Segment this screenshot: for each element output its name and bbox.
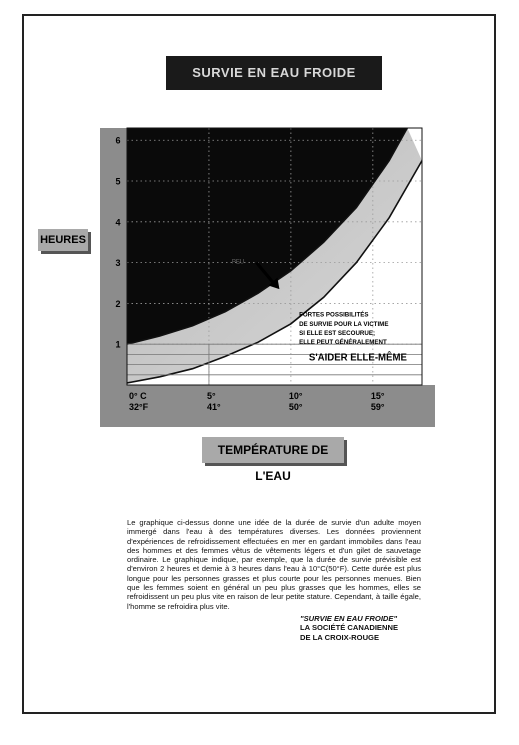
faint-label: PEU bbox=[231, 259, 245, 266]
y-tick-label: 5 bbox=[115, 176, 121, 187]
annotation-line: FORTES POSSIBILITÉS bbox=[299, 311, 369, 319]
x-tick-label-fahrenheit: 59° bbox=[370, 402, 385, 412]
x-tick-label-fahrenheit: 50° bbox=[288, 402, 303, 412]
self-help-callout: S'AIDER ELLE-MÊME bbox=[308, 352, 411, 364]
y-tick-label: 6 bbox=[115, 135, 121, 146]
x-tick-label-fahrenheit: 32°F bbox=[129, 402, 149, 412]
y-axis-strip bbox=[100, 128, 127, 385]
x-tick-label-celsius: 15° bbox=[370, 391, 385, 401]
x-tick-label-celsius: 10° bbox=[288, 391, 303, 401]
y-axis-label: HEURES bbox=[38, 229, 88, 251]
source-credit bbox=[300, 614, 420, 642]
y-tick-label: 2 bbox=[115, 298, 121, 309]
y-tick-label: 1 bbox=[115, 339, 121, 350]
y-tick-label: 3 bbox=[115, 258, 121, 269]
x-axis-strip bbox=[100, 385, 435, 427]
chart-title: SURVIE EN EAU FROIDE bbox=[166, 56, 382, 90]
x-tick-label-celsius: 5° bbox=[206, 391, 216, 401]
annotation-line: SI ELLE EST SECOURUE; bbox=[299, 329, 376, 337]
y-tick-label: 4 bbox=[115, 217, 121, 228]
source-line-3: DE LA CROIX-ROUGE bbox=[300, 632, 380, 642]
annotation-line: ELLE PEUT GÉNÉRALEMENT bbox=[299, 339, 387, 347]
description-paragraph: Le graphique ci-dessus donne une idée de la durée de survie d'un adulte moyen immergé dans l'eau à des températures diverses. Les données proviennent d'expériences de refroidissement effectuées en mer en gardant immobiles dans l'eau des hommes et des femmes vêtus de vêtements légers et d'un gilet de sauvetage ordinaire. Le graphique indique, par exemple, que la durée de survie prévisible est d'environ 2 heures et demie à 3 heures dans l'eau à 10°C(50°F). Cette durée est plus longue pour les personnes grasses et plus courte pour les personnes menues. Bien que les femmes soient en général un peu plus grasses que les hommes, elles se refroidissent un peu plus vite en raison de leur petite stature. Cependant, à taille égale, l'homme se refroidira plus vite. bbox=[127, 518, 421, 611]
x-axis-label: TEMPÉRATURE DE L'EAU bbox=[202, 437, 344, 463]
survival-chart bbox=[100, 122, 435, 427]
source-line-1: "SURVIE EN EAU FROIDE" bbox=[300, 614, 398, 623]
source-line-2: LA SOCIÉTÉ CANADIENNE bbox=[300, 623, 399, 633]
x-tick-label-fahrenheit: 41° bbox=[206, 402, 221, 412]
annotation-line: DE SURVIE POUR LA VICTIME bbox=[299, 320, 389, 328]
x-tick-label-celsius: 0° C bbox=[129, 391, 147, 401]
